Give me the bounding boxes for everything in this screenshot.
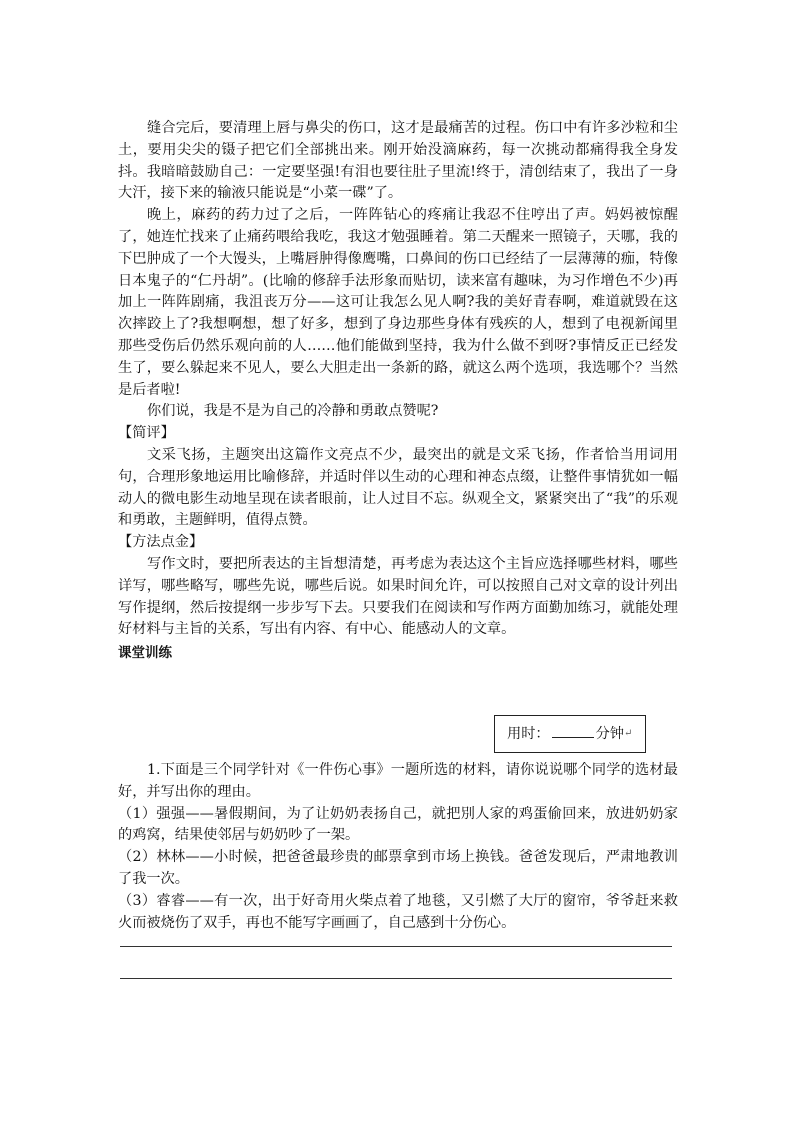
answer-line-2[interactable] — [120, 978, 672, 979]
time-unit: 分钟 — [595, 726, 624, 742]
time-label: 用时： — [507, 726, 550, 742]
time-box — [494, 715, 646, 753]
essay-paragraph-1: 缝合完后，要清理上唇与鼻尖的伤口，这才是最痛苦的过程。伤口中有许多沙粒和尘土，要用尖尖的镊子把它们全部挑出来。刚开始没滴麻药，每一次挑动都痛得我全身发抖。我暗暗鼓励自己：一定要坚强!有泪也要往肚子里流!终于，清创结束了，我出了一身大汗，接下来的输液只能说是“小菜一碟”了。 — [118, 120, 678, 202]
essay-body — [118, 118, 678, 665]
method-heading: 【方法点金】 — [118, 534, 204, 551]
exercise-question: 1.下面是三个同学针对《一件伤心事》一题所选的材料，请你说说哪个同学的选材最好，并写出你的理由。 — [118, 762, 678, 800]
essay-paragraph-2: 晚上，麻药的药力过了之后，一阵阵钻心的疼痛让我忍不住哼出了声。妈妈被惊醒了，她连忙找来了止痛药喂给我吃，我这才勉强睡着。第二天醒来一照镜子，天哪，我的下巴肿成了一个大馒头，上嘴唇肿得像鹰嘴，口鼻间的伤口已经结了一层薄薄的痂，特像日本鬼子的“仁丹胡”。(比喻的修辞手法形象而贴切，读来富有趣味，为习作增色不少)再加上一阵阵剧痛，我沮丧万分——这可让我怎么见人啊?我的美好青春啊，难道就毁在这次摔跤上了?我想啊想，想了好多，想到了身边那些身体有残疾的人，想到了电视新闻里那些受伤后仍然乐观向前的人……他们能做到坚持，我为什么做不到呀?事情反正已经发生了，要么躲起来不见人，要么大胆走出一条新的路，就这么两个选项，我选哪个？当然是后者啦! — [118, 207, 678, 398]
exercise-section — [118, 760, 678, 934]
time-blank[interactable] — [552, 723, 594, 738]
exercise-option: （1）强强——暑假期间，为了让奶奶表扬自己，就把別人家的鸡蛋偷回来，放进奶奶家的鸡窝，结果使邻居与奶奶吵了一架。 — [118, 805, 678, 844]
exercise-option: （2）林林——小时候，把爸爸最珍贵的邮票拿到市场上换钱。爸爸发现后，严肃地教训了我一次。 — [118, 849, 678, 887]
exercise-option: （3）睿睿——有一次，出于好奇用火柴点着了地毯，又引燃了大厅的窗帘，爷爷赶来救火而被烧伤了双手，再也不能写字画画了，自己感到十分伤心。 — [118, 892, 678, 931]
training-title: 课堂训练 — [118, 645, 172, 662]
method-text: 写作文时，要把所表达的主旨想清楚，再考虑为表达这个主旨应选择哪些材料，哪些详写，哪些略写，哪些先说，哪些后说。如果时间允许，可以按照自己对文章的设计列出写作提纲，然后按提纲一步步写下去。只要我们在阅读和写作两方面勤加练习，就能处理好材料与主旨的关系，写出有内容、有中心、能感动人的文章。 — [118, 555, 678, 638]
answer-line-1[interactable] — [120, 946, 672, 947]
review-heading: 【简评】 — [118, 425, 175, 442]
review-text: 文采飞扬，主题突出这篇作文亮点不少，最突出的就是文采飞扬，作者恰当用词用句，合理形象地运用比喻修辞，并适时伴以生动的心理和神态点缀，让整件事情犹如一幅动人的微电影生动地呈现在读者眼前，让人过目不忘。纵观全文，紧紧突出了“我”的乐观和勇敢，主题鲜明，值得点赞。 — [118, 446, 678, 529]
return-mark-icon: ↵ — [623, 728, 633, 739]
essay-paragraph-3: 你们说，我是不是为自己的冷静和勇敢点赞呢? — [147, 403, 439, 420]
